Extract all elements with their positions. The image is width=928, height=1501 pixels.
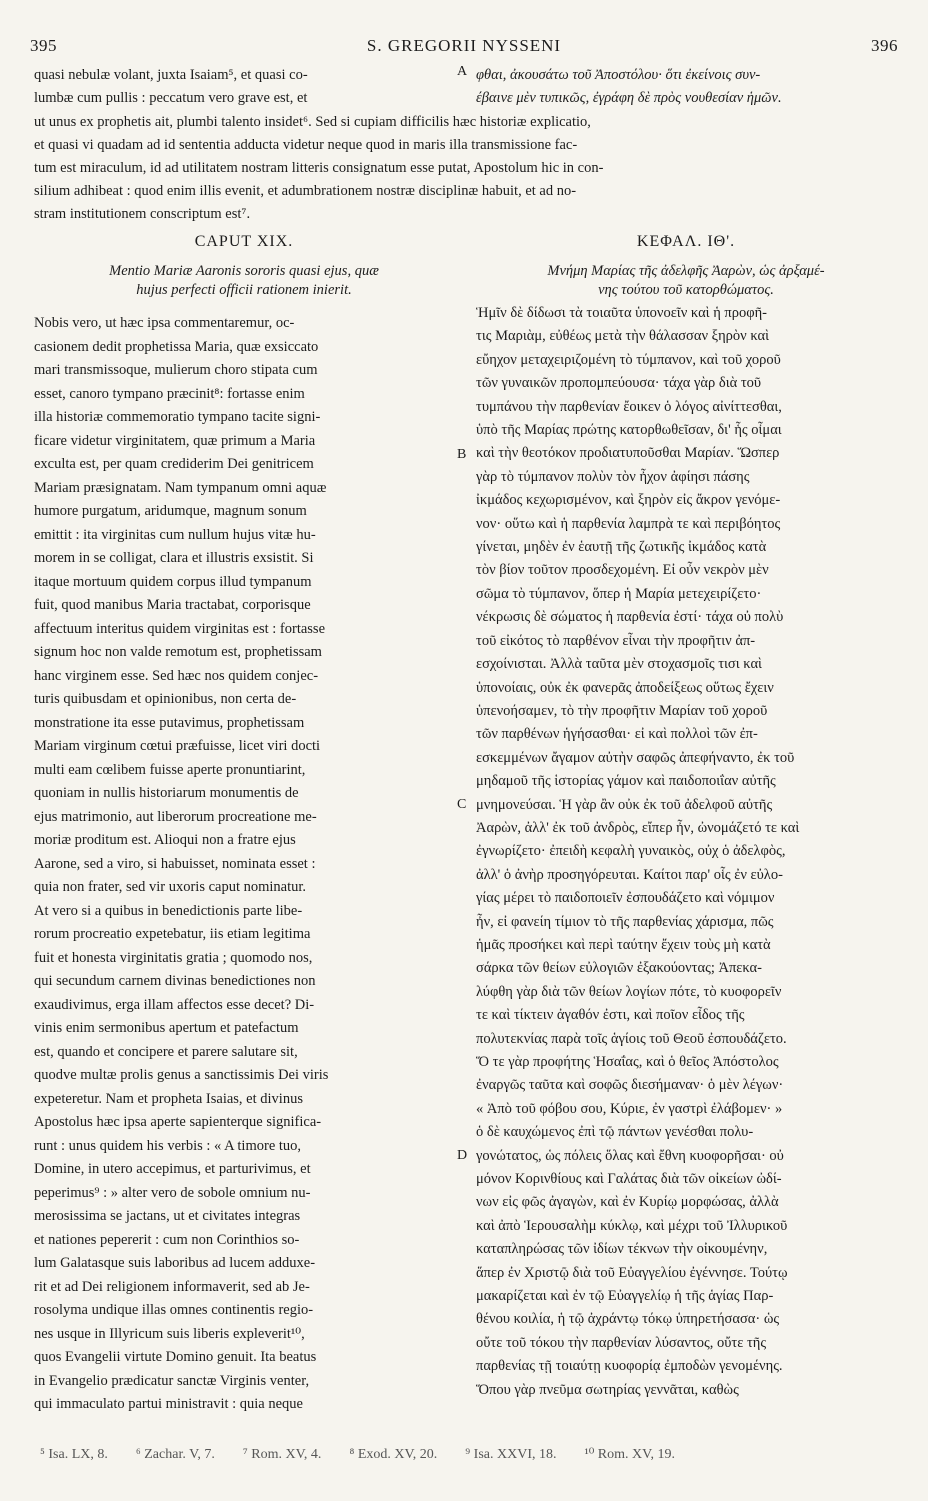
text-line: νέκρωσις δὲ σώματος ἡ παρθενία ἐστί· τάχα οὐ πολὺ — [476, 609, 784, 626]
text-line: ἐγνωρίζετο· ἐπειδὴ κεφαλὴ γυναικὸς, οὐχ ὁ ἀδελφὸς, — [476, 843, 786, 860]
text-line: καταπληρώσας τῶν ἰδίων τέκνων τὴν οἰκουμένην, — [476, 1241, 768, 1258]
margin-marker-d: D — [457, 1148, 468, 1163]
text-line: τῶν γυναικῶν προπομπεύουσα· τάχα γὰρ διὰ τοῦ — [476, 375, 762, 392]
text-line: emittit : ita virginitas cum nullum hujus vitæ hu- — [34, 526, 316, 543]
text-line: εσκεμμένων ἄγαμον αὐτὴν σαφῶς ἀπεφήναντο, ἐκ τοῦ — [476, 749, 795, 766]
text-line: itaque mortuum quidem corpus illud tympanum — [34, 573, 312, 590]
text-line: τε καὶ τίκτειν ἀγαθόν ἐστι, καὶ ποῖον εἶδος τῆς — [476, 1007, 745, 1024]
chapter-summary-latin — [34, 262, 454, 300]
text-line: silium adhibeat : quod enim illis evenit, et adumbrationem nostræ disciplinæ habuit, et ad no- — [34, 183, 577, 199]
text-line: quasi nebulæ volant, juxta Isaiam⁵, et quasi co- — [34, 67, 308, 83]
text-line: quoniam in nullis historiarum monumentis de — [34, 785, 299, 801]
footnote: ¹⁰ Rom. XV, 19. — [584, 1447, 675, 1462]
text-line: qui immaculato partui ministravit : quia neque — [34, 1396, 303, 1412]
text-line: affectuum interitus quidem virginitas est : fortasse — [34, 620, 326, 637]
text-line: μόνον Κορινθίους καὶ Γαλάτας διὰ τῶν οἰκείων ὠδί- — [476, 1171, 782, 1188]
text-line: qui secundum carnem divinas benedictiones non — [34, 973, 316, 989]
footnote: ⁵ Isa. LX, 8. — [40, 1447, 108, 1462]
text-line: Domine, in utero accepimus, et parturivimus, et — [34, 1161, 311, 1177]
text-line: exaudivimus, erga illam affectos esse decet? Di- — [34, 996, 315, 1013]
text-line: τῶν παρθένων ἡγήσασθαι· εἰ καὶ πολλοὶ τῶν ἐπ- — [476, 726, 758, 743]
text-line: παρθενίας τῇ τοιαύτῃ κυοφορίᾳ ἐμποδὼν γενομένης. — [476, 1358, 783, 1375]
text-line: Aarone, sed a viro, si habuisset, nominata esset : — [34, 855, 316, 872]
text-line: φθαι, ἀκουσάτω τοῦ Ἀποστόλου· ὅτι ἐκείνοις συν- — [476, 67, 761, 83]
latin-column — [34, 312, 454, 1417]
text-line: σάρκα τῶν θείων εὐλογιῶν ἐξακούοντας; Ἀπεκα- — [476, 960, 762, 977]
text-line: ὑπονοίαις, οὐκ ἐκ φανερᾶς ἀποδείξεως οὕτως ἔχειν — [476, 679, 774, 696]
text-line: ὑπὸ τῆς Μαρίας πρώτης κατορθωθεῖσαν, δι' ἧς οἶμαι — [476, 422, 782, 439]
text-line: θένου κοιλία, ἡ τῷ ἀχράντῳ τόκῳ ὑπηρετήσασα· ὡς — [476, 1311, 780, 1328]
text-line: ut unus ex prophetis ait, plumbi talento insidet⁶. Sed si cupiam difficilis hæc historiæ explicatio, — [34, 114, 591, 130]
chapter-heading-latin: CAPUT XIX. — [194, 233, 294, 250]
text-line: humore purgatum, aridumque, magnum sonum — [34, 503, 307, 519]
text-line: expeteretur. Nam et propheta Isaias, et divinus — [34, 1090, 303, 1107]
margin-marker-a: A — [457, 64, 468, 79]
text-line: γονώτατος, ὡς πόλεις ὅλας καὶ ἔθνη κυοφορῆσαι· οὐ — [476, 1147, 784, 1164]
text-line: ἡμᾶς προσήκει καὶ περὶ ταύτην ἔχειν τοὺς μὴ κατὰ — [476, 936, 771, 953]
text-line: At vero si a quibus in benedictionis parte libe- — [34, 902, 303, 919]
text-line: et nationes pepererit : cum non Corinthios so- — [34, 1231, 300, 1248]
text-line: monstratione ita esse putavimus, prophetissam — [34, 714, 305, 731]
text-line: Ἡμῖν δὲ δίδωσι τὰ τοιαῦτα ὑπονοεῖν καὶ ἡ προφῆ- — [476, 305, 767, 321]
page-number-right: 396 — [871, 36, 898, 55]
text-line: νον· οὕτω καὶ ἡ παρθενία λαμπρὰ τε καὶ περιβόητος — [476, 515, 781, 532]
text-line: rorum procreatio expetebatur, iis etiam legitima — [34, 926, 311, 942]
text-line: Mariam præsignatam. Nam tympanum omni aquæ — [34, 479, 327, 496]
full-width-paragraph — [34, 111, 896, 226]
text-line: « Ἀπὸ τοῦ φόβου σου, Κύριε, ἐν γαστρὶ ἐλάβομεν· » — [476, 1100, 783, 1117]
text-line: γίας μέρει τὸ παιδοποιεῖν ἐσπουδάζετο καὶ νόμιμον — [476, 890, 775, 907]
text-line: lumbæ cum pullis : peccatum vero grave est, et — [34, 90, 308, 106]
text-line: merosissima se jactans, ut et civitates integras — [34, 1208, 301, 1224]
text-line: εὔηχον μεταχειριζομένη τὸ τύμπανον, καὶ τοῦ χοροῦ — [476, 351, 781, 368]
text-line: νων εἰς φῶς ἀγαγὼν, καὶ ἐν Κυρίῳ μορφώσας, ἀλλὰ — [476, 1194, 779, 1211]
text-line: έβαινε μὲν τυπικῶς, ἐγράφη δὲ πρὸς νουθεσίαν ἡμῶν. — [476, 90, 782, 106]
text-line: Nobis vero, ut hæc ipsa commentaremur, oc- — [34, 315, 295, 331]
text-line: turis quibusdam et opinionibus, non certa de- — [34, 691, 297, 707]
text-line: exculta est, per quam crediderim Dei genitricem — [34, 456, 314, 472]
text-line: in Evangelio prædicatur sanctæ Virginis venter, — [34, 1372, 310, 1389]
text-line: illa historiæ commemoratio tympano tacite signi- — [34, 409, 321, 425]
text-line: peperimus⁹ : » alter vero de sobole omnium nu- — [34, 1184, 311, 1201]
text-line: fuit, quod manibus Maria tractabat, corporisque — [34, 597, 311, 613]
footnotes — [40, 1446, 898, 1463]
text-line: rit et ad Dei religionem informaverit, sed ab Je- — [34, 1278, 310, 1295]
greek-column-continuation — [476, 64, 896, 110]
page-header — [30, 36, 898, 58]
text-line: γὰρ τὸ τύμπανον πολὺν τὸν ἦχον ἀφίησι πάσης — [476, 468, 750, 485]
text-line: νης τούτου τοῦ κατορθώματος. — [598, 282, 774, 298]
text-line: Mentio Mariæ Aaronis sororis quasi ejus, quæ — [109, 263, 379, 279]
text-line: nes usque in Illyricum suis liberis expleverit¹⁰, — [34, 1325, 305, 1342]
text-line: hanc virginem esse. Sed hæc nos quidem conjec- — [34, 667, 319, 684]
text-line: καὶ ἀπὸ Ἱερουσαλὴμ κύκλῳ, καὶ μέχρι τοῦ Ἰλλυρικοῦ — [476, 1217, 788, 1234]
text-line: ὑπενοήσαμεν, τὸ τὴν προφῆτιν Μαρίαν τοῦ χοροῦ — [476, 702, 768, 719]
text-line: Apostolus hæc ipsa aperte sapienterque significa- — [34, 1114, 322, 1130]
text-line: multi eam cœlibem fuisse aperte pronuntiarint, — [34, 761, 306, 778]
text-line: mari transmissoque, mulierum choro stipata cum — [34, 362, 318, 378]
text-line: ejus matrimonio, aut liberorum procreatione me- — [34, 808, 317, 825]
text-line: quos Evangelii virtute Domino genuit. Ita beatus — [34, 1349, 317, 1365]
text-line: Mariam virginum cœtui præfuisse, licet viri docti — [34, 738, 321, 754]
text-line: quia non frater, sed vir uxoris caput nominatur. — [34, 879, 307, 895]
text-line: Ἀαρὼν, ἀλλ' ἐκ τοῦ ἀνδρὸς, εἴπερ ἦν, ὠνομάζετό τε καὶ — [476, 819, 800, 836]
text-line: οὔτε τοῦ τόκου τὴν παρθενίαν λύσαντος, οὔτε τῆς — [476, 1334, 767, 1351]
text-line: ἀλλ' ὁ ἀνὴρ προσηγόρευται. Καίτοι παρ' οἷς ἐν εὐλο- — [476, 866, 783, 883]
text-line: casionem dedit prophetissa Maria, quæ exsiccato — [34, 338, 319, 355]
text-line: ἐναργῶς ταῦτα καὶ σοφῶς διεσήμαναν· ὁ μὲν λέγων· — [476, 1077, 784, 1094]
text-line: ἰκμάδος κεχωρισμένον, καὶ ξηρὸν εἰς ἄκρον γενόμε- — [476, 492, 781, 509]
greek-column — [476, 302, 896, 1402]
text-line: quodve multæ prolis genus a sanctissimis Dei viris — [34, 1067, 329, 1083]
text-line: ἦν, εἰ φανείη τίμιον τὸ τῆς παρθενίας χάρισμα, πῶς — [476, 913, 774, 930]
text-line: Ὅπου γὰρ πνεῦμα σωτηρίας γεννᾶται, καθὼς — [476, 1381, 739, 1398]
text-line: Μνήμη Μαρίας τῆς ἀδελφῆς Ἀαρὼν, ὡς ἀρξαμέ- — [547, 263, 825, 279]
page-number-left: 395 — [30, 36, 57, 55]
footnote: ⁸ Exod. XV, 20. — [349, 1447, 438, 1462]
text-line: et quasi vi quadam ad id sententia adducta videtur neque quod in maris illa transmissione fac- — [34, 137, 578, 153]
text-line: ἅπερ ἐν Χριστῷ διὰ τοῦ Εὐαγγελίου ἐγέννησε. Τούτῳ — [476, 1264, 788, 1281]
text-line: τις Μαριὰμ, εὐθέως μετὰ τὴν θάλασσαν ξηρὸν καὶ — [476, 328, 770, 345]
text-line: σῶμα τὸ τύμπανον, ὅπερ ἡ Μαρία μετεχειρίζετο· — [476, 585, 762, 602]
text-line: εσχοίνισται. Ἀλλὰ ταῦτα μὲν στοχασμοῖς τισι καὶ — [476, 656, 762, 673]
text-line: tum est miraculum, id ad utilitatem nostram litteris consignatum esse putat, Apostolum hic in con- — [34, 160, 604, 176]
text-line: λύφθη γὰρ διὰ τῶν θείων λογίων πότε, τὸ κυοφορεῖν — [476, 983, 782, 1000]
footnote: ⁹ Isa. XXVI, 18. — [465, 1447, 557, 1462]
margin-marker-b: B — [457, 447, 467, 462]
text-line: τὸν βίον τοῦτον προσδεχομένη. Εἰ οὖν νεκρὸν μὲν — [476, 562, 769, 579]
text-line: vinis enim sermonibus apertum et patefactum — [34, 1020, 299, 1036]
text-line: rosolyma undique illas omnes continentis regio- — [34, 1302, 314, 1318]
text-line: τυμπάνου τὴν παρθενίαν ἔοικεν ὁ λόγος αἰνίττεσθαι, — [476, 398, 782, 415]
text-line: ficare videtur virginitatem, quæ primum a Maria — [34, 432, 316, 449]
chapter-summary-greek — [476, 262, 896, 300]
text-line: πολυτεκνίας παρὰ τοῖς ἁγίοις τοῦ Θεοῦ ἐσπουδάζετο. — [476, 1030, 787, 1047]
text-line: runt : unus quidem his verbis : « A timore tuo, — [34, 1137, 302, 1154]
text-line: fuit et honesta virginitatis gratia ; quomodo nos, — [34, 949, 313, 966]
latin-column-continuation — [34, 64, 454, 110]
footnote: ⁶ Zachar. V, 7. — [135, 1447, 215, 1462]
margin-marker-c: C — [457, 797, 467, 812]
text-line: stram institutionem conscriptum est⁷. — [34, 206, 251, 222]
chapter-heading-greek: ΚΕΦΑΛ. ΙΘ'. — [636, 233, 736, 250]
text-line: hujus perfecti officii rationem inierit. — [136, 282, 352, 298]
text-line: ὁ δὲ καυχώμενος ἐπὶ τῷ πάντων γενέσθαι πολυ- — [476, 1124, 754, 1141]
text-line: τοῦ εἰκότος τὸ παρθένον εἶναι τὴν προφῆτιν ἀπ- — [476, 632, 756, 649]
footnote: ⁷ Rom. XV, 4. — [242, 1447, 322, 1462]
text-line: esset, canoro tympano præcinit⁸: fortasse enim — [34, 385, 305, 402]
text-line: moriæ proditum est. Alioqui non a fratre ejus — [34, 832, 296, 848]
text-line: Ὅ τε γὰρ προφήτης Ἡσαΐας, καὶ ὁ θεῖος Ἀπόστολος — [476, 1054, 779, 1070]
text-line: est, quando et concipere et parere salutare sit, — [34, 1043, 298, 1060]
text-line: signum hoc non valde remotum est, prophetissam — [34, 644, 322, 660]
text-line: καὶ τὴν θεοτόκον προδιατυποῦσθαι Μαρίαν. Ὥσπερ — [476, 445, 780, 462]
text-line: γίνεται, μηδὲν ἐν ἑαυτῇ τῆς ζωτικῆς ἰκμάδος κατὰ — [476, 539, 767, 556]
text-line: μηδαμοῦ τῆς ἱστορίας γάμον καὶ παιδοποιΐαν αὐτῆς — [476, 773, 776, 790]
text-line: μακαρίζεται καὶ ἐν τῷ Εὐαγγελίῳ ἡ τῆς ἁγίας Παρ- — [476, 1288, 774, 1305]
text-line: μνημονεύσαι. Ἡ γὰρ ἂν οὐκ ἐκ τοῦ ἀδελφοῦ αὐτῆς — [476, 796, 773, 813]
text-line: morem in se colligat, clara et illustris exsistit. Si — [34, 550, 314, 566]
running-title: S. GREGORII NYSSENI — [366, 36, 562, 55]
text-line: lum Galatasque suis laboribus ad lucem adduxe- — [34, 1255, 316, 1271]
